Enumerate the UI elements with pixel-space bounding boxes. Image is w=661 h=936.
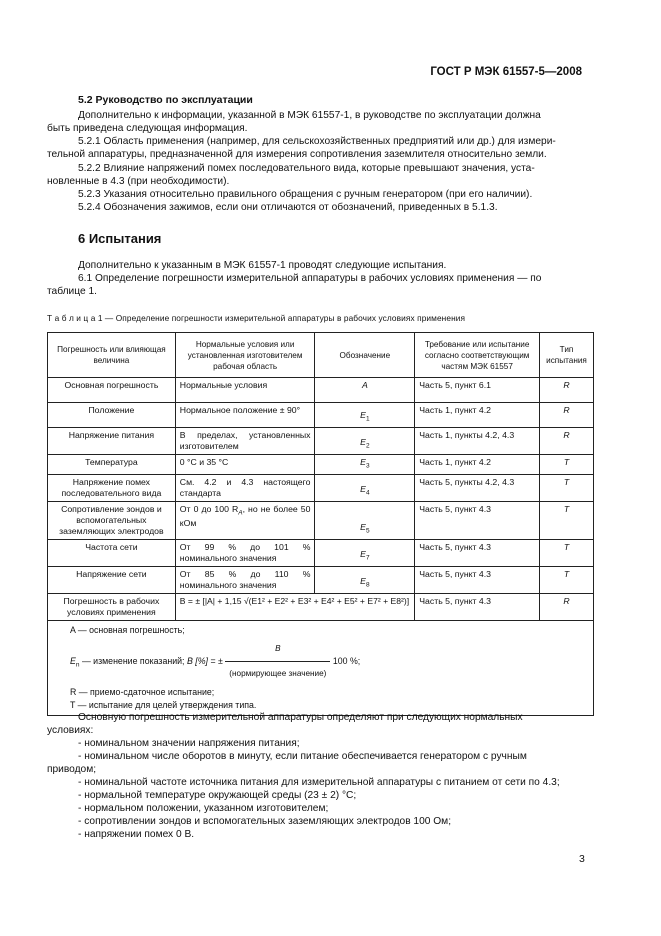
page-number: 3: [579, 853, 585, 865]
table-notes: [48, 620, 594, 715]
cell-test-type: T: [540, 474, 594, 501]
cell-condition: От 85 % до 110 % номинального значения: [175, 566, 315, 593]
column-header: Погрешность или влияющая величина: [48, 333, 176, 378]
symbol: A: [361, 380, 368, 390]
cell-test-type: T: [540, 566, 594, 593]
column-header: Нормальные условия или установленная изготовителем рабочая область: [175, 333, 315, 378]
symbol-sub: 7: [365, 554, 370, 562]
table-row: [48, 403, 594, 428]
cell-condition: Нормальные условия: [175, 378, 315, 403]
document-header: ГОСТ Р МЭК 61557-5—2008: [430, 66, 582, 78]
cell-test-type: T: [540, 539, 594, 566]
paragraph: тельной аппаратуры, предназначенной для измерения сопротивления заземлителя относительно земли.: [47, 149, 547, 160]
table-row: [48, 539, 594, 566]
cell-condition: Нормальное положение ± 90°: [175, 403, 315, 428]
cell-symbol: [315, 403, 415, 428]
fraction-numerator: B: [225, 637, 330, 662]
table-row: [48, 501, 594, 539]
cell-symbol: [315, 501, 415, 539]
paragraph: быть приведена следующая информация.: [47, 123, 248, 134]
cell-quantity: Частота сети: [48, 539, 176, 566]
cell-condition: От 99 % до 101 % номинального значения: [175, 539, 315, 566]
symbol: E: [360, 484, 366, 494]
list-item-continuation: приводом;: [47, 764, 97, 775]
section-6-heading: 6 Испытания: [78, 231, 162, 246]
note-fraction: [225, 637, 330, 686]
list-item: - нормальной температуре окружающей среды (23 ± 2) °С;: [78, 790, 357, 801]
paragraph: условиях:: [47, 725, 94, 736]
paragraph: Основную погрешность измерительной аппаратуры определяют при следующих нормальных: [78, 712, 523, 723]
table-row: [48, 455, 594, 475]
cell-symbol: [315, 378, 415, 403]
paragraph: Дополнительно к указанным в МЭК 61557-1 проводят следующие испытания.: [78, 260, 447, 271]
cell-quantity: Погрешность в рабочих условиях применения: [48, 593, 176, 620]
cell-symbol: [315, 566, 415, 593]
symbol: E: [360, 457, 366, 467]
note-en-symbol: E: [70, 655, 76, 666]
cell-test-type: R: [540, 593, 594, 620]
list-item: - номинальной частоте источника питания для измерительной аппаратуры с питанием от сети по 4.3;: [78, 777, 560, 788]
cell-condition: См. 4.2 и 4.3 настоящего стандарта: [175, 474, 315, 501]
cell-symbol: [315, 428, 415, 455]
paragraph-6-1: 6.1 Определение погрешности измерительной аппаратуры в рабочих условиях применения — по: [78, 273, 542, 284]
paragraph-5-2-2: 5.2.2 Влияние напряжений помех последовательного вида, которые превышают значения, уста-: [78, 163, 535, 174]
cell-quantity: Напряжение помех последовательного вида: [48, 474, 176, 501]
table-row: [48, 566, 594, 593]
cell-quantity: Сопротивление зондов и вспомогательных заземляющих электродов: [48, 501, 176, 539]
cell-requirement: Часть 5, пункт 4.3: [415, 501, 540, 539]
list-item: - сопротивлении зондов и вспомогательных заземляющих электродов 100 Ом;: [78, 816, 452, 827]
cell-quantity: Положение: [48, 403, 176, 428]
cell-requirement: Часть 1, пункты 4.2, 4.3: [415, 428, 540, 455]
table-header-row: [48, 333, 594, 378]
table-caption: Т а б л и ц а 1 — Определение погрешности измерительной аппаратуры в рабочих условиях применения: [47, 313, 466, 323]
table-1: [47, 332, 594, 716]
list-item: - номинальном значении напряжения питания;: [78, 738, 300, 749]
symbol: E: [360, 576, 366, 586]
note-b-lhs: B [%] = ±: [186, 655, 223, 666]
table-row: [48, 428, 594, 455]
cell-quantity: Напряжение питания: [48, 428, 176, 455]
symbol: E: [360, 549, 366, 559]
paragraph-5-2-1: 5.2.1 Область применения (например, для сельскохозяйственных предприятий или др.) для измери-: [78, 136, 556, 147]
cell-test-type: R: [540, 378, 594, 403]
list-item: - напряжении помех 0 В.: [78, 829, 195, 840]
paragraph: таблице 1.: [47, 286, 97, 297]
note-en: [70, 637, 583, 686]
cell-requirement: Часть 1, пункт 4.2: [415, 455, 540, 475]
condition-text: От 0 до 100 R: [179, 503, 239, 514]
cell-quantity: Основная погрешность: [48, 378, 176, 403]
symbol: E: [360, 522, 366, 532]
symbol: E: [360, 410, 366, 421]
note-percent: 100 %;: [332, 655, 361, 666]
column-header: Требование или испытание согласно соответствующим частям МЭК 61557: [415, 333, 540, 378]
list-item: - нормальном положении, указанном изготовителем;: [78, 803, 329, 814]
paragraph: Дополнительно к информации, указанной в МЭК 61557-1, в руководстве по эксплуатации должна: [78, 110, 541, 121]
cell-test-type: T: [540, 455, 594, 475]
cell-symbol: [315, 455, 415, 475]
section-5-2-heading: 5.2 Руководство по эксплуатации: [78, 94, 253, 106]
symbol-sub: 2: [365, 443, 370, 450]
cell-symbol: [315, 539, 415, 566]
symbol-sub: 4: [365, 489, 370, 497]
note-t: T — испытание для целей утверждения типа.: [70, 699, 257, 710]
cell-requirement: Часть 5, пункты 4.2, 4.3: [415, 474, 540, 501]
cell-test-type: R: [540, 403, 594, 428]
cell-condition: [175, 501, 315, 539]
cell-condition: В пределах, установленных изготовителем: [175, 428, 315, 455]
list-item: - номинальном числе оборотов в минуту, если питание обеспечивается генератором с ручным: [78, 751, 527, 762]
cell-test-type: R: [540, 428, 594, 455]
note-a: A — основная погрешность;: [70, 624, 185, 635]
cell-requirement: Часть 5, пункт 4.3: [415, 566, 540, 593]
cell-quantity: Температура: [48, 455, 176, 475]
note-en-sub: n: [75, 661, 80, 669]
cell-quantity: Напряжение сети: [48, 566, 176, 593]
symbol: E: [360, 437, 366, 448]
cell-test-type: T: [540, 501, 594, 539]
symbol-sub: 3: [365, 462, 370, 470]
column-header: Тип испытания: [540, 333, 594, 378]
table-row: [48, 593, 594, 620]
cell-requirement: Часть 5, пункт 6.1: [415, 378, 540, 403]
paragraph-5-2-3: 5.2.3 Указания относительно правильного обращения с ручным генератором (при его наличии).: [78, 189, 533, 200]
symbol-sub: 8: [365, 581, 370, 589]
fraction-denominator: (нормирующее значение): [229, 668, 327, 678]
table-row: [48, 378, 594, 403]
symbol-sub: 1: [365, 416, 370, 423]
column-header: Обозначение: [315, 333, 415, 378]
note-en-text: — изменение показаний;: [79, 655, 187, 666]
table-row: [48, 474, 594, 501]
cell-requirement: Часть 5, пункт 4.3: [415, 539, 540, 566]
condition-tail: , но не более 50 кОм: [179, 503, 311, 529]
condition-sub: A: [238, 509, 243, 517]
note-r: R — приемо-сдаточное испытание;: [70, 686, 215, 697]
paragraph-5-2-4: 5.2.4 Обозначения зажимов, если они отличаются от обозначений, приведенных в 5.1.3.: [78, 202, 498, 213]
cell-symbol: [315, 474, 415, 501]
cell-requirement: Часть 1, пункт 4.2: [415, 403, 540, 428]
symbol-sub: 5: [365, 527, 370, 535]
paragraph: новленные в 4.3 (при необходимости).: [47, 176, 230, 187]
cell-requirement: Часть 5, пункт 4.3: [415, 593, 540, 620]
cell-condition: 0 °С и 35 °С: [175, 455, 315, 475]
cell-condition: B = ± [|A| + 1,15 √(E1² + E2² + E3² + E4² + E5² + E7² + E8²)]: [175, 593, 414, 620]
